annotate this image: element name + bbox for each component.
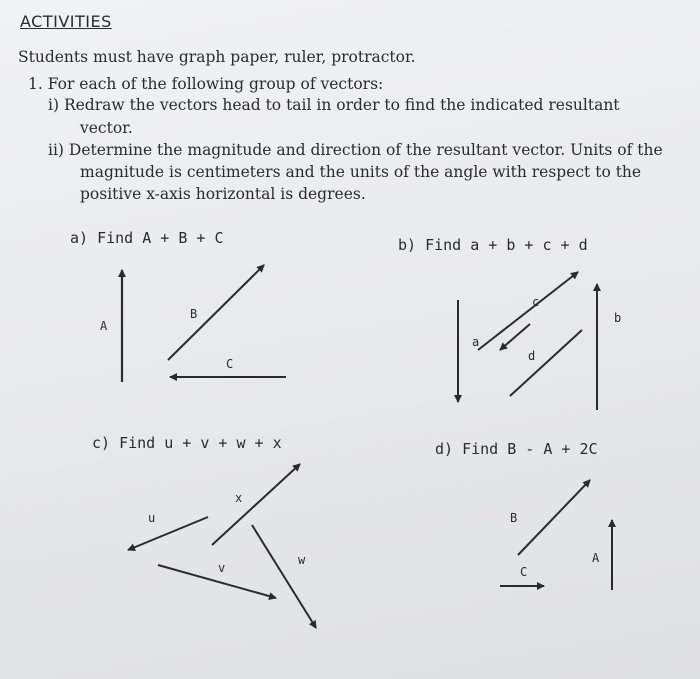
vector-w-arrow xyxy=(252,525,316,628)
vector-C-label: C xyxy=(226,357,234,371)
step-i-line-2: vector. xyxy=(80,119,133,137)
part-a-diagram xyxy=(100,265,286,382)
part-d-label: d) Find B - A + 2C xyxy=(435,440,598,458)
vector-c-arrow xyxy=(478,272,578,350)
vector-u-arrow xyxy=(128,517,208,550)
intro-text: Students must have graph paper, ruler, protractor. xyxy=(18,48,416,66)
vector-a-label: a xyxy=(472,335,480,349)
part-c-label: c) Find u + v + w + x xyxy=(92,434,282,452)
vector-x-label: x xyxy=(235,491,243,505)
step-ii-line-2: magnitude is centimeters and the units of the angle with respect to the xyxy=(80,163,642,181)
question-number: 1. xyxy=(28,75,43,93)
vector-d-label: d xyxy=(528,349,536,363)
part-d-diagram xyxy=(500,480,612,590)
step-i-text: Redraw the vectors head to tail in order to find the indicated resultant xyxy=(63,96,620,114)
vector-b-label: b xyxy=(614,311,622,325)
step-ii-line-3: positive x-axis horizontal is degrees. xyxy=(80,185,366,203)
question-text: For each of the following group of vectors: xyxy=(47,75,384,93)
step-i-marker: i) xyxy=(48,96,60,114)
part-b-label: b) Find a + b + c + d xyxy=(398,236,588,254)
step-ii-marker: ii) xyxy=(48,141,64,159)
vector-d-line xyxy=(510,330,582,396)
vector-v-label: v xyxy=(218,561,226,575)
vector-v-arrow xyxy=(158,565,276,598)
part-c-diagram xyxy=(128,464,316,628)
vector-c-label: c xyxy=(532,295,540,309)
vector-B-arrow xyxy=(168,265,264,360)
vector-B-d-label: B xyxy=(510,511,518,525)
step-ii-text: Determine the magnitude and direction of the resultant vector. Units of the xyxy=(68,141,663,159)
vector-d-arrow xyxy=(500,324,530,350)
part-b-diagram xyxy=(458,272,621,410)
vector-C-d-label: C xyxy=(520,565,528,579)
vector-A-label: A xyxy=(100,319,108,333)
vector-u-label: u xyxy=(148,511,156,525)
part-a-label: a) Find A + B + C xyxy=(70,229,224,247)
vector-B-d-arrow xyxy=(518,480,590,555)
vector-A-d-label: A xyxy=(592,551,600,565)
vector-w-label: w xyxy=(298,553,306,567)
vector-B-label: B xyxy=(190,307,198,321)
activities-heading: ACTIVITIES xyxy=(20,12,112,31)
